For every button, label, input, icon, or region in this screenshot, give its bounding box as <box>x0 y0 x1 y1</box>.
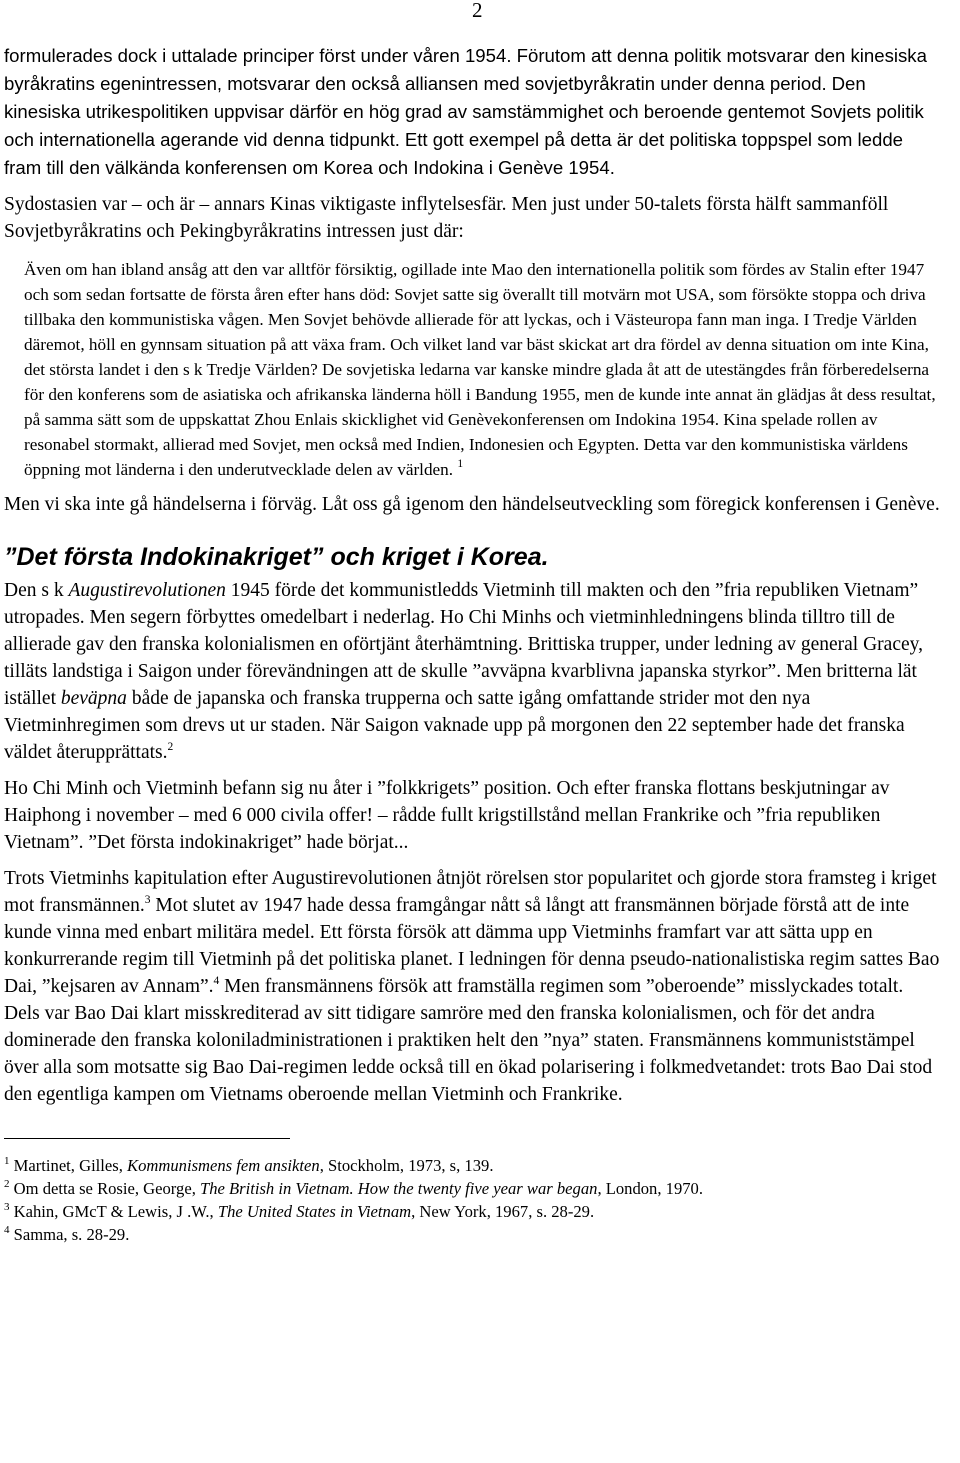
paragraph-1-sentence-b: Den kinesiska utrikespolitiken uppvisar därför en hög grad av samstämmighet och beroende gentemot Sovjets politik och internationella agerande vid denna tidpunkt. <box>4 73 924 150</box>
footnote-text: Kahin, GMcT & Lewis, J .W., <box>13 1202 218 1221</box>
footnote-title: Kommunismens fem ansikten <box>127 1156 320 1175</box>
footnote-3 <box>4 1200 940 1223</box>
footnote-text-end: , London, 1970. <box>597 1179 703 1198</box>
paragraph-6-part-b: Mot slutet av 1947 hade dessa framgångar nått så långt att fransmännen började förstå att de inte kunde vinna med enbart militära medel. Ett första försök att dämma upp Vietminhs framfart var att sätta upp en konkurrerande regim till Vietminh på det politiska planet. I ledningen för denna pseudo-nationalistiska regim sattes Bao Dai, ”kejsaren av Annam”. <box>4 895 940 997</box>
footnote-ref-1[interactable]: 1 <box>457 458 464 470</box>
footnote-ref-3[interactable]: 3 <box>144 894 151 906</box>
paragraph-6 <box>4 865 940 1108</box>
paragraph-1 <box>4 42 940 182</box>
paragraph-3: Men vi ska inte gå händelserna i förväg. Låt oss gå igenom den händelseutveckling som föregick konferensen i Genève. <box>4 494 940 515</box>
body-text <box>4 42 940 1246</box>
footnote-4 <box>4 1223 940 1246</box>
footnote-divider <box>4 1138 290 1139</box>
footnote-ref-2[interactable]: 2 <box>167 741 174 753</box>
paragraph-2: Sydostasien var – och är – annars Kinas viktigaste inflytelsesfär. Men just under 50-talets första hälft sammanföll Sovjetbyråkratins och Pekingbyråkratins intressen just där: <box>4 194 889 242</box>
footnote-text: Samma, s. 28-29. <box>13 1225 130 1244</box>
paragraph-4-emphasis-augustirevolutionen: Augustirevolutionen <box>68 580 226 601</box>
page-number: 2 <box>472 0 483 22</box>
paragraph-4-part-c: både de japanska och franska trupperna och satte igång omfattande strider mot den nya Vietminhregimen som drevs ut ur staden. När Saigon vaknade upp på morgonen den 22 september hade det franska väldet återupprättats. <box>4 688 905 763</box>
footnote-ref-4[interactable]: 4 <box>213 975 220 987</box>
footnote-title: The United States in Vietnam <box>217 1202 412 1221</box>
paragraph-4-emphasis-bevapna: beväpna <box>60 688 127 709</box>
paragraph-4-part-a: Den s k <box>4 580 69 601</box>
paragraph-6-part-a: Trots Vietminhs kapitulation efter Augustirevolutionen åtnjöt rörelsen stor popularitet och gjorde stora framsteg i kriget mot fransmännen. <box>4 868 937 916</box>
footnote-1 <box>4 1154 940 1177</box>
footnote-text-end: , New York, 1967, s. 28-29. <box>411 1202 595 1221</box>
footnote-title: The British in Vietnam. How the twenty five year war began <box>200 1179 598 1198</box>
footnote-number: 4 <box>4 1224 10 1236</box>
footnote-text-end: , Stockholm, 1973, s, 139. <box>319 1156 494 1175</box>
block-quote-text: Även om han ibland ansåg att den var alltför försiktig, ogillade inte Mao den internationella politik som fördes av Stalin efter 1947 och som sedan fortsatte de första åren efter hans död: Sovjet satte sig överallt till motvärn mot USA, som försökte stoppa och driva tillbaka den kommunistiska vågen. Men Sovjet behövde allierade för att lyckas, och i Västeuropa fann man inga. I Tredje Världen däremot, höll en gynnsam situation på att växa fram. Och vilket land var bäst skickat art dra fördel av denna situation om inte Kina, det största landet i den s k Tredje Världen? De sovjetiska ledarna var kanske mindre glada åt att de utestängdes från förberedelserna för den konferens som de asiatiska och afrikanska länderna höll i Bandung 1955, men de kunde inte annat än glädjas åt dess resultat, på samma sätt som de uppskattat Zhou Enlais skicklighet vid Genèvekonferensen om Indokina 1954. Kina spelade rollen av resonabel stormakt, allierad med Sovjet, men också med Indien, Indonesien och Egypten. Detta var den kommunistiska världens öppning mot länderna i den underutvecklade delen av världen. <box>24 260 936 479</box>
paragraph-5: Ho Chi Minh och Vietminh befann sig nu åter i ”folkkrigets” position. Och efter franska flottans beskjutningar av Haiphong i november – med 6 000 civila offer! – rådde fullt krigstillstånd mellan Frankrike och ”fria republiken Vietnam”. ”Det första indokinakriget” hade börjat... <box>4 778 890 853</box>
footnote-number: 3 <box>4 1201 10 1213</box>
footnote-number: 2 <box>4 1178 10 1190</box>
block-quote <box>24 257 940 482</box>
paragraph-4-part-b: 1945 förde det kommunistledds Vietminh till makten och den ”fria republiken Vietnam” utropades. Men segern förbyttes omedelbart i nederlag. Ho Chi Minhs och vietminhledningens blinda tilltro till de allierade gav den franska kolonialismen en oförtjänt återhämtning. Brittiska trupper, under ledning av general Gracey, tilläts landstiga i Saigon under förevändningen att de skulle ”avväpna kvarblivna japanska styrkor”. Men britterna lät istället <box>4 580 923 709</box>
footnote-2 <box>4 1177 940 1200</box>
footnotes <box>4 1154 940 1246</box>
section-heading: ”Det första Indokinakriget” och kriget i Korea. <box>4 543 549 571</box>
paragraph-4 <box>4 577 940 766</box>
paragraph-1-sentence-a: formulerades dock i uttalade principer först under våren 1954. Förutom att denna politik motsvarar den kinesiska byråkratins egenintressen, motsvarar den också alliansen med sovjetbyråkratin under denna period. <box>4 45 927 94</box>
paragraph-6-part-c: Men fransmännens försök att framställa regimen som ”oberoende” misslyckades totalt. Dels var Bao Dai klart misskrediterad av sitt tidigare samröre med den franska kolonialismen, och för det andra dominerade den franska koloniladministrationen i praktiken helt den ”nya” staten. Fransmännens kommuniststämpel över alla som motsatte sig Bao Dai-regimen ledde också till en ökad polarisering i folkmedvetandet: trots Bao Dai stod den egentliga kampen om Vietnams oberoende mellan Vietminh och Frankrike. <box>4 976 933 1105</box>
paragraph-1-sentence-c: Ett gott exempel på detta är det politiska toppspel som ledde fram till den välkända konferensen om Korea och Indokina i Genève 1954. <box>4 129 904 178</box>
footnote-text: Om detta se Rosie, George, <box>13 1179 200 1198</box>
footnote-text: Martinet, Gilles, <box>13 1156 128 1175</box>
footnote-number: 1 <box>4 1155 10 1167</box>
